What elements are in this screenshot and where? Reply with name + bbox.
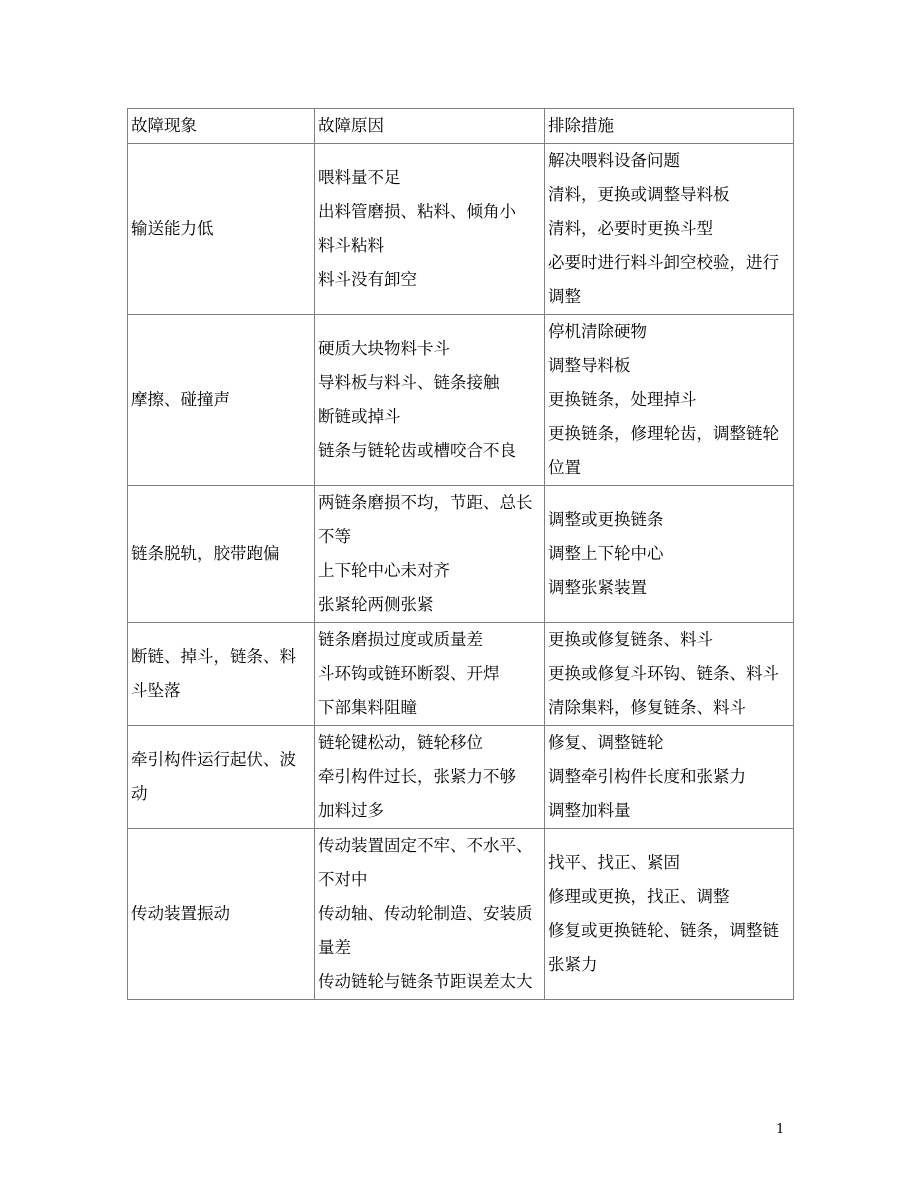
remedy-cell — [545, 726, 794, 829]
cause-line: 加料过多 — [318, 801, 384, 820]
cause-line: 上下轮中心未对齐 — [318, 561, 450, 580]
table-row — [128, 623, 794, 726]
remedy-line: 清料，更换或调整导料板 — [548, 185, 730, 204]
cause-line: 传动轴、传动轮制造、安装质量差 — [318, 904, 533, 957]
cause-cell — [315, 726, 545, 829]
remedy-cell — [545, 486, 794, 623]
cause-line: 传动链轮与链条节距误差太大 — [318, 972, 533, 991]
remedy-line: 解决喂料设备问题 — [548, 151, 680, 170]
remedy-cell — [545, 829, 794, 1000]
symptom-cell: 输送能力低 — [128, 144, 315, 315]
cause-line: 两链条磨损不均，节距、总长不等 — [318, 493, 533, 546]
cause-line: 牵引构件过长，张紧力不够 — [318, 767, 516, 786]
cause-line: 断链或掉斗 — [318, 407, 401, 426]
cause-line: 喂料量不足 — [318, 168, 401, 187]
cause-cell — [315, 623, 545, 726]
cause-line: 料斗粘料 — [318, 236, 384, 255]
remedy-line: 调整张紧装置 — [548, 578, 647, 597]
symptom-cell: 传动装置振动 — [128, 829, 315, 1000]
cause-line: 链轮键松动，链轮移位 — [318, 733, 483, 752]
page-number: 1 — [776, 1122, 785, 1137]
cause-line: 链条磨损过度或质量差 — [318, 630, 483, 649]
remedy-line: 清除集料，修复链条、料斗 — [548, 698, 746, 717]
remedy-line: 调整上下轮中心 — [548, 544, 664, 563]
table-row — [128, 315, 794, 486]
cause-line: 出料管磨损、粘料、倾角小 — [318, 202, 516, 221]
symptom-cell: 链条脱轨，胶带跑偏 — [128, 486, 315, 623]
remedy-line: 清料，必要时更换斗型 — [548, 219, 713, 238]
remedy-line: 调整牵引构件长度和张紧力 — [548, 767, 746, 786]
header-symptom: 故障现象 — [128, 109, 315, 144]
remedy-line: 更换链条，修理轮齿，调整链轮位置 — [548, 424, 779, 477]
remedy-line: 修复或更换链轮、链条，调整链张紧力 — [548, 921, 779, 974]
symptom-cell: 摩擦、碰撞声 — [128, 315, 315, 486]
remedy-line: 更换或修复链条、料斗 — [548, 630, 713, 649]
cause-line: 张紧轮两侧张紧 — [318, 595, 434, 614]
remedy-line: 更换或修复斗环钩、链条、料斗 — [548, 664, 779, 683]
cause-line: 斗环钩或链环断裂、开焊 — [318, 664, 500, 683]
cause-cell — [315, 829, 545, 1000]
remedy-line: 修复、调整链轮 — [548, 733, 664, 752]
header-remedy: 排除措施 — [545, 109, 794, 144]
header-cause: 故障原因 — [315, 109, 545, 144]
remedy-line: 调整加料量 — [548, 801, 631, 820]
remedy-cell — [545, 144, 794, 315]
symptom-cell: 断链、掉斗，链条、料斗坠落 — [128, 623, 315, 726]
cause-line: 料斗没有卸空 — [318, 270, 417, 289]
fault-table — [127, 108, 794, 1000]
cause-line: 链条与链轮齿或槽咬合不良 — [318, 441, 516, 460]
table-header-row — [128, 109, 794, 144]
remedy-line: 修理或更换，找正、调整 — [548, 887, 730, 906]
symptom-cell: 牵引构件运行起伏、波动 — [128, 726, 315, 829]
cause-line: 硬质大块物料卡斗 — [318, 339, 450, 358]
cause-line: 下部集料阻瞳 — [318, 698, 417, 717]
remedy-cell — [545, 315, 794, 486]
remedy-line: 找平、找正、紧固 — [548, 853, 680, 872]
remedy-line: 调整导料板 — [548, 356, 631, 375]
remedy-cell — [545, 623, 794, 726]
table-row — [128, 726, 794, 829]
remedy-line: 更换链条，处理掉斗 — [548, 390, 697, 409]
cause-cell — [315, 144, 545, 315]
table-row — [128, 486, 794, 623]
cause-line: 导料板与料斗、链条接触 — [318, 373, 500, 392]
table-row — [128, 144, 794, 315]
remedy-line: 调整或更换链条 — [548, 510, 664, 529]
table-row — [128, 829, 794, 1000]
cause-line: 传动装置固定不牢、不水平、不对中 — [318, 836, 533, 889]
remedy-line: 停机清除硬物 — [548, 322, 647, 341]
remedy-line: 必要时进行料斗卸空校验，进行调整 — [548, 253, 779, 306]
cause-cell — [315, 315, 545, 486]
cause-cell — [315, 486, 545, 623]
